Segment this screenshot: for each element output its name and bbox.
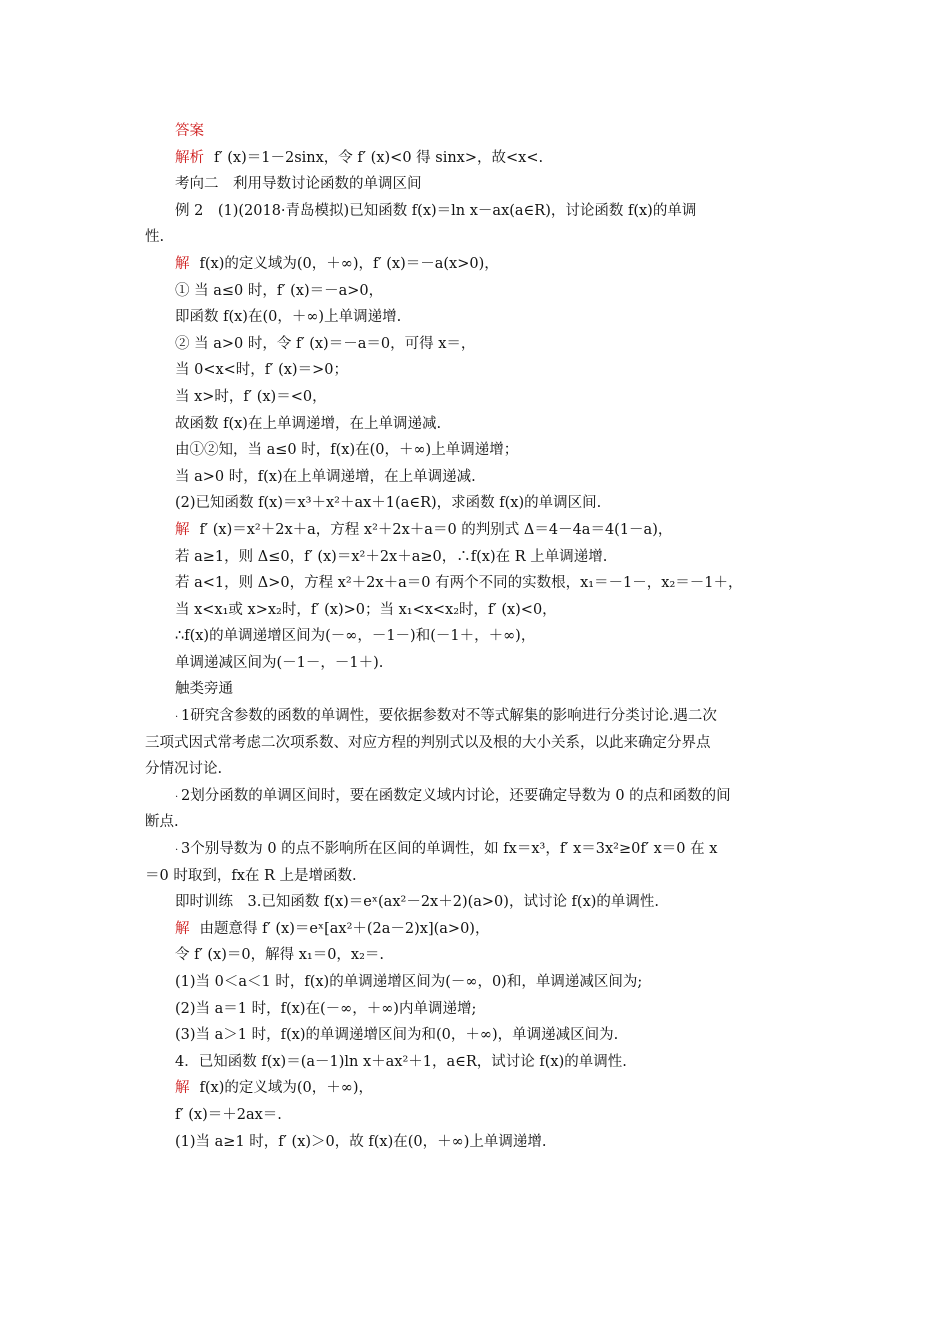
text-line: f′ (x)＝＋2ax＝. xyxy=(175,1106,282,1123)
answer-heading xyxy=(145,118,810,145)
text-line: (3)当 a＞1 时，f(x)的单调递增区间为和(0，＋∞)，单调递减区间为. xyxy=(175,1027,619,1044)
text-line: ∴f(x)的单调递增区间为(－∞，－1－)和(－1＋，＋∞)， xyxy=(175,628,536,645)
text-line: (1)当 a≥1 时，f′ (x)＞0，故 f(x)在(0，＋∞)上单调递增. xyxy=(175,1133,547,1150)
analysis-line: 解析 f′ (x)＝1－2sinx，令 f′ (x)<0 得 sinx>，故<x<. xyxy=(175,149,544,166)
solution-label: 解 xyxy=(175,1080,190,1097)
exercise-3-line: 即时训练 3.已知函数 f(x)＝eˣ(ax²－2x＋2)(a>0)，试讨论 f(x)的单调性. xyxy=(175,894,660,911)
text-line: 若 a≥1，则 Δ≤0，f′ (x)＝x²＋2x＋a≥0，∴f(x)在 R 上单调递增. xyxy=(175,548,608,565)
note-2-continued: 断点. xyxy=(145,814,179,831)
solution-1-line: 解 f(x)的定义域为(0，＋∞)，f′ (x)＝－a(x>0)， xyxy=(175,255,499,272)
example-2-line: 例 2 (1)(2018·青岛模拟)已知函数 f(x)＝ln x－ax(a∈R)，讨论函数 f(x)的单调 xyxy=(175,202,697,219)
solution-label: 解 xyxy=(175,920,190,937)
note-2-line: . 2划分函数的单调区间时，要在函数定义域内讨论，还要确定导数为 0 的点和函数的间 xyxy=(175,787,731,804)
document-body xyxy=(145,118,810,1155)
text-line: (2)当 a＝1 时，f(x)在(－∞，＋∞)内单调递增; xyxy=(175,1000,477,1017)
solution-label: 解 xyxy=(175,521,190,538)
text-line: (1)当 0＜a＜1 时，f(x)的单调递增区间为(－∞，0)和，单调递减区间为; xyxy=(175,974,643,990)
text-line: 即函数 f(x)在(0，＋∞)上单调递增. xyxy=(175,309,402,326)
text-line: 单调递减区间为(－1－，－1＋). xyxy=(175,654,384,671)
text-line: 若 a<1，则 Δ>0，方程 x²＋2x＋a＝0 有两个不同的实数根，x₁＝－1－，x₂＝－1＋， xyxy=(175,575,743,592)
solution-2-line: 解 f′ (x)＝x²＋2x＋a，方程 x²＋2x＋a＝0 的判别式 Δ＝4－4a＝4(1－a)， xyxy=(175,521,673,538)
section-heading: 考向二 利用导数讨论函数的单调区间 xyxy=(175,176,422,193)
text-line: ② 当 a>0 时，令 f′ (x)＝－a＝0，可得 x＝， xyxy=(175,335,476,352)
text-line: 由①②知，当 a≤0 时，f(x)在(0，＋∞)上单调递增； xyxy=(175,442,519,459)
text-line: 当 x>时，f′ (x)＝<0， xyxy=(175,388,327,405)
text-line: 故函数 f(x)在上单调递增，在上单调递减. xyxy=(175,415,442,432)
text-line: (2)已知函数 f(x)＝x³＋x²＋ax＋1(a∈R)，求函数 f(x)的单调区间. xyxy=(175,495,602,512)
text-line: ① 当 a≤0 时，f′ (x)＝－a>0， xyxy=(175,282,384,299)
solution-label: 解 xyxy=(175,255,190,272)
bullet-dot-icon: . xyxy=(175,709,179,721)
analysis-label: 解析 xyxy=(175,149,204,166)
text-line: 当 x<x₁或 x>x₂时，f′ (x)>0；当 x₁<x<x₂时，f′ (x)<0， xyxy=(175,601,557,618)
bullet-dot-icon: . xyxy=(175,842,179,854)
text-line: 当 0<x<时，f′ (x)＝>0； xyxy=(175,362,348,379)
note-3-continued: ＝0 时取到，fx在 R 上是增函数. xyxy=(145,867,357,884)
note-1-line: . 1研究含参数的函数的单调性，要依据参数对不等式解集的影响进行分类讨论.遇二次 xyxy=(175,708,717,725)
answer-label: 答案 xyxy=(175,123,204,139)
exercise-4-line: 4．已知函数 f(x)＝(a－1)ln x＋ax²＋1，a∈R，试讨论 f(x)的单调性. xyxy=(175,1053,627,1070)
example-2-continued: 性. xyxy=(145,229,165,246)
text-line: 当 a>0 时，f(x)在上单调递增，在上单调递减. xyxy=(175,468,476,485)
solution-3-line: 解 由题意得 f′ (x)＝eˣ[ax²＋(2a－2)x](a>0)， xyxy=(175,920,490,937)
text-line: 令 f′ (x)＝0，解得 x₁＝0，x₂＝. xyxy=(175,947,385,964)
solution-4-line: 解 f(x)的定义域为(0，＋∞)， xyxy=(175,1080,373,1097)
bullet-dot-icon: . xyxy=(175,788,179,800)
tips-heading: 触类旁通 xyxy=(175,681,233,698)
note-3-line: . 3个别导数为 0 的点不影响所在区间的单调性，如 fx＝x³，f′ x＝3x²≥0f′ x＝0 在 x xyxy=(175,841,718,858)
note-1-continued: 三项式因式常考虑二次项系数、对应方程的判别式以及根的大小关系，以此来确定分界点 xyxy=(145,734,711,751)
note-1-continued: 分情况讨论. xyxy=(145,761,223,778)
